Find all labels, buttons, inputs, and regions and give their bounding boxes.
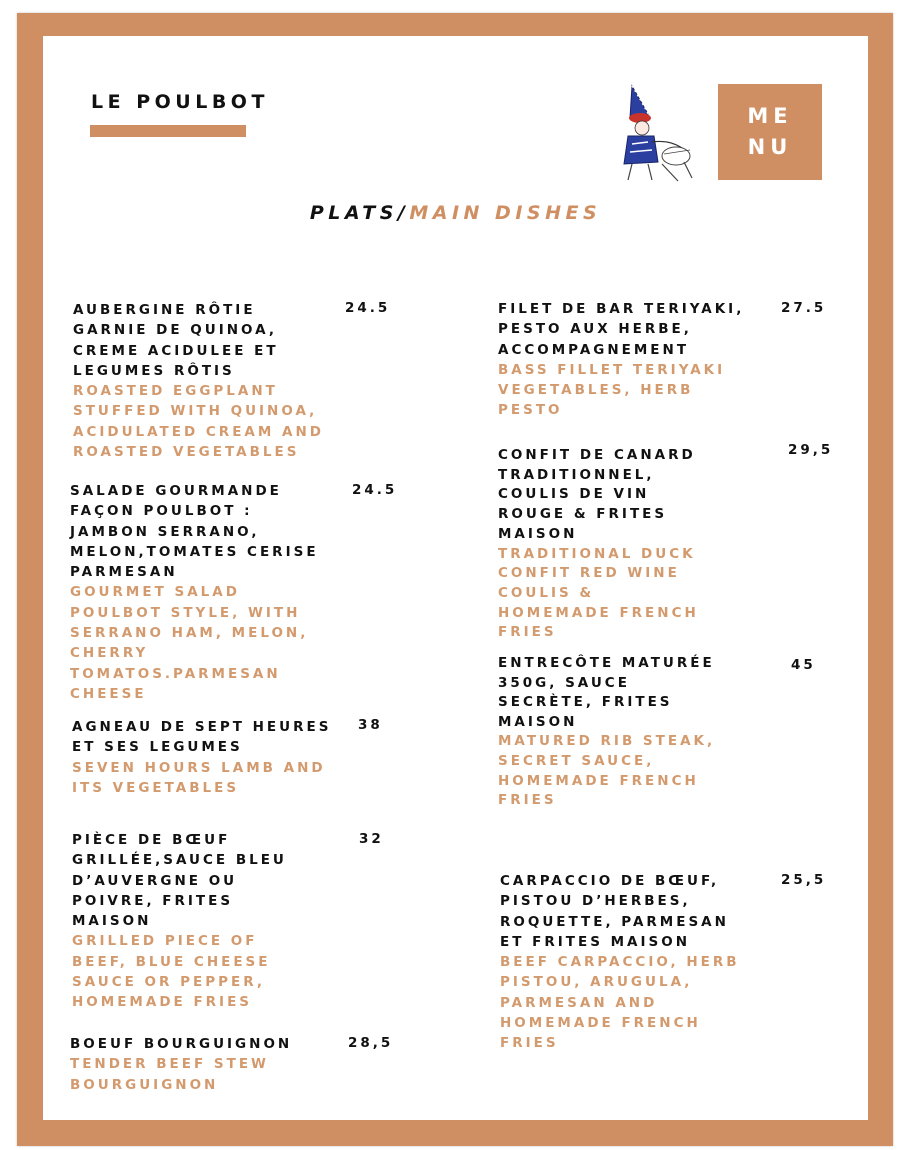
dish-english-line: PISTOU, ARUGULA, <box>500 974 693 991</box>
dish-english-line: TOMATOS.PARMESAN <box>70 665 281 682</box>
dish-price: 32 <box>359 831 384 847</box>
dish-name-line: JAMBON SERRANO, <box>70 523 260 540</box>
dish-name-line: GARNIE DE QUINOA, <box>73 322 277 339</box>
dish-name <box>72 717 331 758</box>
dish-name-line: PIÈCE DE BŒUF <box>72 832 231 848</box>
dish-name <box>73 300 324 381</box>
dish-name-line: TRADITIONNEL, <box>498 466 655 483</box>
dish-english-line: TENDER BEEF STEW <box>70 1056 269 1073</box>
dish-name-line: COULIS DE VIN <box>498 486 650 503</box>
menu-item-salade-gourmande <box>70 481 319 704</box>
dish-name <box>72 830 287 931</box>
dish-name <box>498 654 715 732</box>
dish-english-line: CHEESE <box>70 685 147 702</box>
menu-item-entrecote <box>498 654 715 811</box>
dish-english-line: BOURGUIGNON <box>70 1076 219 1093</box>
menu-item-piece-de-boeuf <box>72 830 287 1013</box>
dish-price: 24.5 <box>345 300 391 316</box>
dish-english-line: HOMEMADE FRENCH <box>498 604 699 621</box>
dish-english-line: VEGETABLES, HERB <box>498 382 694 399</box>
dish-name-line: POIVRE, FRITES <box>72 892 234 909</box>
dish-name <box>498 446 699 545</box>
restaurant-name: LE POULBOT <box>91 91 269 113</box>
dish-english-line: ROASTED EGGPLANT <box>73 383 278 400</box>
dish-english-line: COULIS & <box>498 584 595 601</box>
dish-name-line: MELON,TOMATES CERISE <box>70 543 319 560</box>
dish-name-line: CONFIT DE CANARD <box>498 447 696 463</box>
dish-name-line: ET FRITES MAISON <box>500 933 691 950</box>
dish-name <box>500 871 740 952</box>
dish-price: 38 <box>358 717 383 733</box>
dish-name-line: PARMESAN <box>70 564 178 581</box>
dish-english-line: CHERRY <box>70 645 149 662</box>
section-title <box>0 202 911 224</box>
dish-english-line: PARMESAN AND <box>500 994 658 1011</box>
menu-badge-line2: NU <box>747 135 793 159</box>
menu-item-boeuf-bourguignon <box>70 1034 292 1095</box>
dish-price: 28,5 <box>348 1035 394 1051</box>
dish-english-line: TRADITIONAL DUCK <box>498 545 696 562</box>
dish-english-line: POULBOT STYLE, WITH <box>70 604 301 621</box>
dish-english-line: HOMEMADE FRIES <box>72 994 253 1011</box>
dish-name-line: MAISON <box>498 713 578 730</box>
menu-item-confit-de-canard <box>498 446 699 643</box>
dish-price: 25,5 <box>781 872 827 888</box>
dish-name-line: FILET DE BAR TERIYAKI, <box>498 301 745 317</box>
dish-name-line: CARPACCIO DE BŒUF, <box>500 873 720 889</box>
dish-english-line: SEVEN HOURS LAMB AND <box>72 759 326 776</box>
dish-name-line: AGNEAU DE SEPT HEURES <box>72 719 332 735</box>
dish-english-line: FRIES <box>498 792 557 809</box>
poulbot-boy-icon <box>618 84 696 184</box>
dish-english-line: CONFIT RED WINE <box>498 565 680 582</box>
dish-name-line: GRILLÉE,SAUCE BLEU <box>72 852 287 869</box>
dish-english-line: GOURMET SALAD <box>70 584 240 601</box>
dish-english-line: GRILLED PIECE OF <box>72 933 258 950</box>
menu-item-carpaccio <box>500 871 740 1054</box>
dish-name-line: LEGUMES RÔTIS <box>73 362 235 379</box>
dish-english <box>498 732 715 810</box>
dish-english-line: HOMEMADE FRENCH <box>500 1015 701 1032</box>
dish-name-line: SECRÈTE, FRITES <box>498 694 673 711</box>
restaurant-name-underline <box>90 125 246 137</box>
dish-name <box>498 299 744 360</box>
dish-english-line: PESTO <box>498 402 563 419</box>
dish-name-line: SALADE GOURMANDE <box>70 483 282 499</box>
dish-english <box>72 931 287 1012</box>
dish-price: 27.5 <box>781 300 827 316</box>
menu-item-agneau <box>72 717 331 798</box>
dish-english-line: HOMEMADE FRENCH <box>498 772 699 789</box>
dish-english-line: ROASTED VEGETABLES <box>73 444 300 461</box>
menu-badge <box>718 84 822 180</box>
dish-name-line: FAÇON POULBOT : <box>70 503 253 520</box>
dish-name-line: D’AUVERGNE OU <box>72 872 238 889</box>
dish-name-line: ACCOMPAGNEMENT <box>498 341 690 358</box>
dish-english-line: ITS VEGETABLES <box>72 779 240 796</box>
dish-price: 24.5 <box>352 482 398 498</box>
dish-name-line: ROUGE & FRITES <box>498 506 668 523</box>
dish-english-line: FRIES <box>498 624 557 641</box>
dish-name-line: BOEUF BOURGUIGNON <box>70 1036 293 1052</box>
dish-name-line: ENTRECÔTE MATURÉE <box>498 655 715 671</box>
dish-price: 29,5 <box>788 442 834 458</box>
dish-name-line: MAISON <box>72 913 152 930</box>
dish-name <box>70 1034 292 1054</box>
dish-english <box>500 952 740 1053</box>
section-title-en: MAIN DISHES <box>409 202 602 224</box>
dish-name-line: AUBERGINE RÔTIE <box>73 302 256 318</box>
dish-name-line: MAISON <box>498 525 578 542</box>
dish-english <box>498 360 744 421</box>
dish-english-line: BASS FILLET TERIYAKI <box>498 361 726 378</box>
menu-item-aubergine <box>73 300 324 462</box>
dish-english <box>72 758 331 799</box>
dish-price: 45 <box>791 657 816 673</box>
dish-english-line: STUFFED WITH QUINOA, <box>73 403 318 420</box>
dish-english <box>498 545 699 644</box>
dish-name-line: ROQUETTE, PARMESAN <box>500 913 729 930</box>
dish-english-line: FRIES <box>500 1035 559 1052</box>
dish-name-line: CREME ACIDULEE ET <box>73 342 279 359</box>
dish-english-line: BEEF, BLUE CHEESE <box>72 953 271 970</box>
menu-item-filet-de-bar <box>498 299 744 421</box>
dish-english-line: SECRET SAUCE, <box>498 752 655 769</box>
menu-badge-line1: ME <box>747 104 793 128</box>
dish-english <box>73 381 324 462</box>
dish-name-line: 350G, SAUCE <box>498 674 630 691</box>
dish-english <box>70 582 319 704</box>
dish-name-line: ET SES LEGUMES <box>72 739 243 756</box>
section-title-fr: PLATS/ <box>309 202 410 224</box>
dish-name-line: PISTOU D’HERBES, <box>500 893 691 910</box>
dish-name-line: PESTO AUX HERBE, <box>498 321 692 338</box>
dish-english <box>70 1054 292 1095</box>
dish-english-line: BEEF CARPACCIO, HERB <box>500 954 740 971</box>
dish-english-line: SAUCE OR PEPPER, <box>72 974 266 991</box>
dish-name <box>70 481 319 582</box>
dish-english-line: ACIDULATED CREAM AND <box>73 423 324 440</box>
dish-english-line: MATURED RIB STEAK, <box>498 733 716 750</box>
dish-english-line: SERRANO HAM, MELON, <box>70 625 309 642</box>
